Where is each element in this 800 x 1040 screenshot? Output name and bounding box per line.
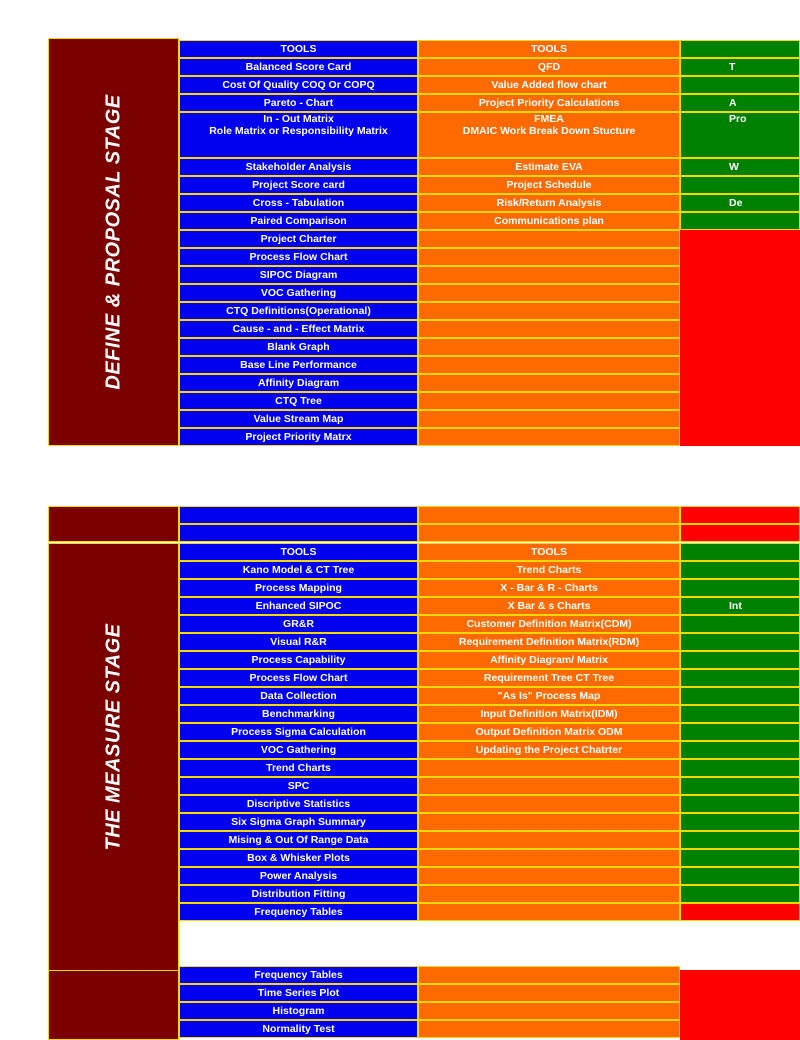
blue-cell: Frequency Tables [179,966,418,984]
orange-cell: Requirement Tree CT Tree [418,669,680,687]
orange-cell [418,374,680,392]
blue-cell: Data Collection [179,687,418,705]
table-row [48,248,768,266]
red-cell [680,524,800,542]
header-green [680,40,800,58]
green-cell [680,76,800,94]
orange-cell [418,428,680,446]
table-row [48,374,768,392]
orange-cell [418,230,680,248]
blue-cell: VOC Gathering [179,741,418,759]
blue-cell: Paired Comparison [179,212,418,230]
green-cell [680,741,800,759]
blue-cell: Project Score card [179,176,418,194]
table-row [48,524,768,542]
green-cell [680,579,800,597]
orange-cell [418,1002,680,1020]
green-cell: De [680,194,800,212]
measure-stage-table [48,506,768,918]
orange-cell-line: FMEA [534,113,564,125]
orange-cell [418,759,680,777]
table-row [48,705,768,723]
table-row [48,302,768,320]
orange-cell [418,320,680,338]
table-row [48,813,768,831]
blue-cell [179,506,418,524]
table-row [48,194,768,212]
orange-cell: Requirement Definition Matrix(RDM) [418,633,680,651]
green-cell: W [680,158,800,176]
orange-cell [418,410,680,428]
green-cell: Int [680,597,800,615]
table-header-row [48,543,768,561]
blue-cell: Cause - and - Effect Matrix [179,320,418,338]
table-row [48,76,768,94]
blue-cell: Balanced Score Card [179,58,418,76]
header-tools-orange: TOOLS [418,543,680,561]
green-cell [680,795,800,813]
table-row [48,410,768,428]
orange-cell: X - Bar & R - Charts [418,579,680,597]
green-cell [680,212,800,230]
orange-cell [418,112,680,158]
table-row [48,176,768,194]
blue-cell: SIPOC Diagram [179,266,418,284]
blue-cell: Trend Charts [179,759,418,777]
blue-cell: Process Sigma Calculation [179,723,418,741]
blue-cell: Project Priority Matrx [179,428,418,446]
table-row [48,392,768,410]
green-cell [680,813,800,831]
table-row [48,687,768,705]
orange-cell: Value Added flow chart [418,76,680,94]
orange-cell: Updating the Project Chatrter [418,741,680,759]
blue-cell: Project Charter [179,230,418,248]
orange-cell [418,248,680,266]
blue-cell: Process Flow Chart [179,669,418,687]
table-row [48,1020,768,1038]
orange-cell [418,338,680,356]
orange-cell [418,885,680,903]
blue-cell: Process Mapping [179,579,418,597]
table-row [48,966,768,984]
green-cell: Pro [680,112,800,158]
orange-cell: X Bar & s Charts [418,597,680,615]
table-row [48,561,768,579]
green-cell [680,723,800,741]
green-cell [680,633,800,651]
blue-cell: Cost Of Quality COQ Or COPQ [179,76,418,94]
table-row [48,94,768,112]
green-cell [680,669,800,687]
blue-cell: Value Stream Map [179,410,418,428]
orange-cell: Risk/Return Analysis [418,194,680,212]
orange-cell [418,1020,680,1038]
green-cell: A [680,94,800,112]
table-row [48,284,768,302]
blue-cell: VOC Gathering [179,284,418,302]
table-row [48,58,768,76]
orange-cell: Communications plan [418,212,680,230]
table-row [48,506,768,524]
table-header-row [48,40,768,58]
blue-cell: Visual R&R [179,633,418,651]
analyze-stage-table [48,969,768,1035]
blue-cell: Histogram [179,1002,418,1020]
orange-cell: Affinity Diagram/ Matrix [418,651,680,669]
blue-cell: Normality Test [179,1020,418,1038]
green-cell: T [680,58,800,76]
blue-cell [179,524,418,542]
table-row [48,1002,768,1020]
blue-cell: Benchmarking [179,705,418,723]
table-row [48,338,768,356]
blue-cell: Kano Model & CT Tree [179,561,418,579]
green-cell [680,705,800,723]
orange-cell [418,867,680,885]
green-cell [680,561,800,579]
orange-cell: Project Priority Calculations [418,94,680,112]
orange-cell [418,813,680,831]
table-row [48,356,768,374]
table-row [48,579,768,597]
header-tools-blue: TOOLS [179,543,418,561]
orange-cell [418,795,680,813]
header-tools-blue: TOOLS [179,40,418,58]
table-row [48,158,768,176]
table-row [48,759,768,777]
green-cell [680,777,800,795]
orange-cell [418,266,680,284]
table-row [48,885,768,903]
blue-cell: Affinity Diagram [179,374,418,392]
blue-cell: SPC [179,777,418,795]
blue-cell: CTQ Tree [179,392,418,410]
blue-cell: Pareto - Chart [179,94,418,112]
blue-cell: Mising & Out Of Range Data [179,831,418,849]
orange-cell: Customer Definition Matrix(CDM) [418,615,680,633]
blue-cell: Base Line Performance [179,356,418,374]
orange-cell [418,849,680,867]
table-row [48,984,768,1002]
blue-cell: Distribution Fitting [179,885,418,903]
green-cell [680,687,800,705]
green-cell [680,867,800,885]
table-row [48,903,768,921]
orange-cell [418,966,680,984]
blue-cell: Blank Graph [179,338,418,356]
table-row [48,212,768,230]
blue-cell: Power Analysis [179,867,418,885]
green-cell [680,615,800,633]
table-row [48,723,768,741]
orange-cell [418,524,680,542]
blue-cell: Frequency Tables [179,903,418,921]
table-row [48,831,768,849]
red-cell [680,506,800,524]
orange-cell: Input Definition Matrix(IDM) [418,705,680,723]
blue-cell: Time Series Plot [179,984,418,1002]
red-cell [680,903,800,921]
header-green [680,543,800,561]
orange-cell: QFD [418,58,680,76]
orange-cell [418,903,680,921]
table-row [48,867,768,885]
orange-cell: Output Definition Matrix ODM [418,723,680,741]
orange-cell [418,984,680,1002]
table-row [48,266,768,284]
green-cell [680,759,800,777]
orange-cell: Estimate EVA [418,158,680,176]
table-row [48,112,768,158]
blue-cell: Process Flow Chart [179,248,418,266]
blue-cell: Cross - Tabulation [179,194,418,212]
green-cell [680,176,800,194]
table-row [48,741,768,759]
measure-stage-label: THE MEASURE STAGE [102,623,124,851]
blue-cell: Process Capability [179,651,418,669]
header-tools-orange: TOOLS [418,40,680,58]
table-row [48,230,768,248]
define-stage-table [48,38,768,446]
blue-cell [179,112,418,158]
blue-cell-line: Role Matrix or Responsibility Matrix [209,125,388,137]
table-row [48,849,768,867]
orange-cell [418,777,680,795]
table-row [48,651,768,669]
table-row [48,777,768,795]
blue-cell: GR&R [179,615,418,633]
table-row [48,633,768,651]
orange-cell: "As Is" Process Map [418,687,680,705]
orange-cell: Project Schedule [418,176,680,194]
orange-cell [418,392,680,410]
blue-cell: Stakeholder Analysis [179,158,418,176]
orange-cell: Trend Charts [418,561,680,579]
blue-cell: Discriptive Statistics [179,795,418,813]
green-cell [680,885,800,903]
green-cell [680,849,800,867]
table-row [48,320,768,338]
blue-cell-line: In - Out Matrix [263,113,334,125]
table-row [48,428,768,446]
blue-cell: Six Sigma Graph Summary [179,813,418,831]
blue-cell: Box & Whisker Plots [179,849,418,867]
green-cell [680,831,800,849]
orange-cell [418,506,680,524]
orange-cell [418,302,680,320]
table-row [48,597,768,615]
orange-cell [418,831,680,849]
table-row [48,795,768,813]
orange-cell [418,284,680,302]
blue-cell: CTQ Definitions(Operational) [179,302,418,320]
blue-cell: Enhanced SIPOC [179,597,418,615]
orange-cell-line: DMAIC Work Break Down Stucture [462,125,636,137]
green-cell [680,651,800,669]
table-row [48,669,768,687]
orange-cell [418,356,680,374]
table-row [48,615,768,633]
define-stage-label: DEFINE & PROPOSAL STAGE [102,94,124,390]
